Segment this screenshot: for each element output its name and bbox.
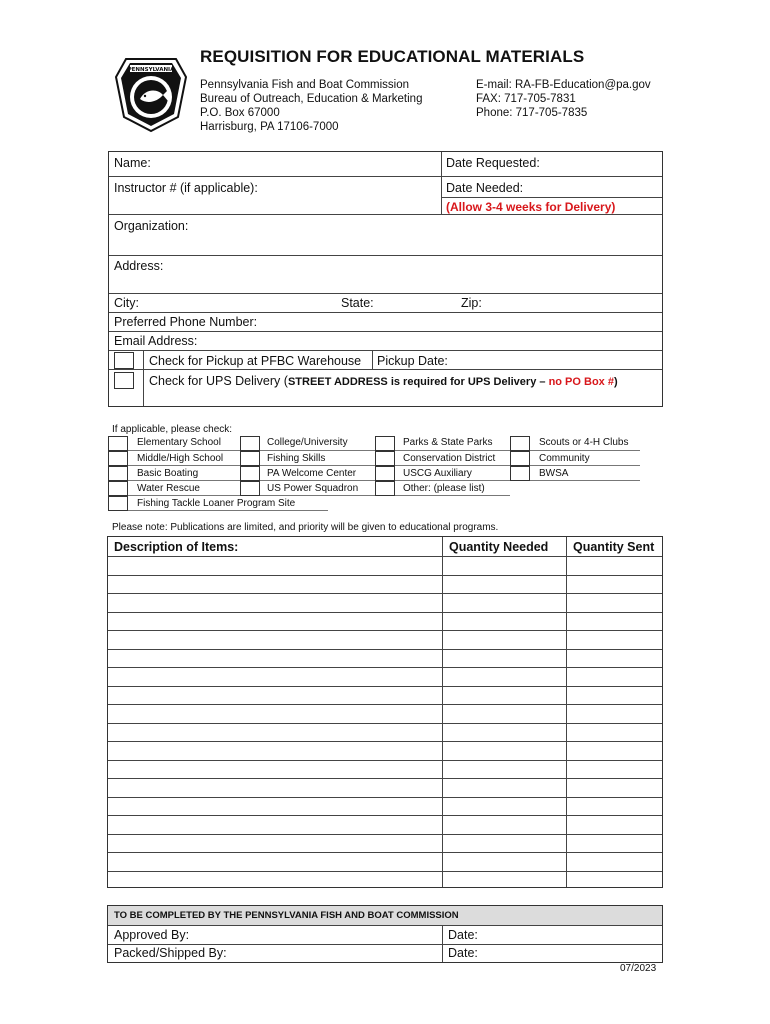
address-line: Harrisburg, PA 17106-7000 bbox=[200, 121, 339, 133]
item-row-divider bbox=[108, 686, 662, 687]
ups-suffix: ) bbox=[613, 376, 618, 388]
pfbc-logo bbox=[112, 55, 190, 133]
email-label: Email Address: bbox=[114, 334, 198, 348]
category-label: Water Rescue bbox=[137, 483, 200, 494]
quantity-needed-column-header: Quantity Needed bbox=[449, 540, 549, 554]
agency-contact bbox=[476, 78, 651, 120]
contact-email: E-mail: RA-FB-Education@pa.gov bbox=[476, 79, 651, 91]
category-label: Other: (please list) bbox=[403, 483, 485, 494]
item-row-divider bbox=[108, 575, 662, 576]
item-row-divider bbox=[108, 760, 662, 761]
item-row-divider bbox=[108, 852, 662, 853]
category-label: Fishing Tackle Loaner Program Site bbox=[137, 498, 296, 509]
category-label: USCG Auxiliary bbox=[403, 468, 472, 479]
category-label: Basic Boating bbox=[137, 468, 199, 479]
requester-form bbox=[108, 151, 663, 407]
category-grid bbox=[108, 436, 663, 512]
phone-label: Preferred Phone Number: bbox=[114, 315, 258, 329]
category-label: Community bbox=[539, 453, 590, 464]
priority-note: Please note: Publications are limited, and priority will be given to educational programs. bbox=[112, 522, 499, 533]
item-row-divider bbox=[108, 741, 662, 742]
category-label: Parks & State Parks bbox=[403, 437, 493, 448]
category-label: Middle/High School bbox=[137, 453, 224, 464]
ups-checkbox[interactable] bbox=[114, 372, 134, 389]
ups-prefix: Check for UPS Delivery ( bbox=[149, 374, 288, 388]
category-checkbox[interactable] bbox=[375, 481, 395, 496]
category-checkbox[interactable] bbox=[510, 451, 530, 466]
category-checkbox[interactable] bbox=[108, 451, 128, 466]
category-label: Conservation District bbox=[403, 453, 496, 464]
item-row-divider bbox=[108, 556, 662, 557]
ups-label bbox=[149, 374, 618, 388]
organization-label: Organization: bbox=[114, 219, 189, 233]
category-checkbox[interactable] bbox=[240, 436, 260, 451]
category-checkbox[interactable] bbox=[108, 436, 128, 451]
category-label: US Power Squadron bbox=[267, 483, 359, 494]
item-row-divider bbox=[108, 667, 662, 668]
pickup-label: Check for Pickup at PFBC Warehouse bbox=[149, 354, 362, 368]
address-line: Bureau of Outreach, Education & Marketing bbox=[200, 93, 423, 105]
contact-fax: FAX: 717-705-7831 bbox=[476, 93, 576, 105]
item-row-divider bbox=[108, 723, 662, 724]
category-label: Elementary School bbox=[137, 437, 221, 448]
approved-date-label: Date: bbox=[448, 928, 478, 942]
item-row-divider bbox=[108, 797, 662, 798]
ups-street-required: STREET ADDRESS is required for UPS Delivery – bbox=[287, 376, 549, 388]
category-checkbox[interactable] bbox=[108, 481, 128, 496]
address-line: P.O. Box 67000 bbox=[200, 107, 280, 119]
item-row-divider bbox=[108, 612, 662, 613]
item-row-divider bbox=[108, 704, 662, 705]
category-checkbox[interactable] bbox=[240, 466, 260, 481]
category-label: Scouts or 4-H Clubs bbox=[539, 437, 629, 448]
name-label: Name: bbox=[114, 156, 151, 170]
commission-use-heading bbox=[108, 906, 662, 926]
category-checkbox[interactable] bbox=[108, 466, 128, 481]
date-requested-label: Date Requested: bbox=[446, 156, 540, 170]
pickup-checkbox[interactable] bbox=[114, 352, 134, 369]
commission-use-heading-text: TO BE COMPLETED BY THE PENNSYLVANIA FISH AND BOAT COMMISSION bbox=[114, 910, 459, 921]
address-label: Address: bbox=[114, 259, 164, 273]
items-table bbox=[107, 536, 663, 888]
approved-by-label: Approved By: bbox=[114, 928, 190, 942]
pickup-date-label: Pickup Date: bbox=[377, 354, 448, 368]
item-row-divider bbox=[108, 778, 662, 779]
item-row-divider bbox=[108, 630, 662, 631]
ups-no-po-box: no PO Box # bbox=[548, 376, 614, 388]
item-row-divider bbox=[108, 649, 662, 650]
instructor-label: Instructor # (if applicable): bbox=[114, 181, 258, 195]
description-column-header: Description of Items: bbox=[114, 540, 239, 554]
category-label: Fishing Skills bbox=[267, 453, 326, 464]
item-row-divider bbox=[108, 834, 662, 835]
svg-text:PENNSYLVANIA: PENNSYLVANIA bbox=[127, 67, 175, 73]
category-checkbox[interactable] bbox=[375, 466, 395, 481]
item-row-divider bbox=[108, 593, 662, 594]
categories-title: If applicable, please check: bbox=[112, 424, 233, 435]
packed-date-label: Date: bbox=[448, 946, 478, 960]
date-needed-label: Date Needed: bbox=[446, 181, 524, 195]
contact-phone: Phone: 717-705-7835 bbox=[476, 107, 588, 119]
form-revision-date: 07/2023 bbox=[620, 963, 657, 974]
page-title: REQUISITION FOR EDUCATIONAL MATERIALS bbox=[200, 47, 585, 66]
category-checkbox[interactable] bbox=[375, 436, 395, 451]
item-row-divider bbox=[108, 871, 662, 872]
category-checkbox[interactable] bbox=[240, 481, 260, 496]
category-label: College/University bbox=[267, 437, 348, 448]
category-checkbox[interactable] bbox=[375, 451, 395, 466]
category-checkbox[interactable] bbox=[108, 496, 128, 511]
commission-use-table bbox=[107, 905, 663, 963]
category-label: BWSA bbox=[539, 468, 569, 479]
item-row-divider bbox=[108, 815, 662, 816]
category-checkbox[interactable] bbox=[510, 466, 530, 481]
city-label: City: bbox=[114, 296, 139, 310]
category-label: PA Welcome Center bbox=[267, 468, 357, 479]
delivery-note: (Allow 3-4 weeks for Delivery) bbox=[446, 200, 616, 214]
zip-label: Zip: bbox=[461, 296, 482, 310]
state-label: State: bbox=[341, 296, 374, 310]
category-checkbox[interactable] bbox=[510, 436, 530, 451]
address-line: Pennsylvania Fish and Boat Commission bbox=[200, 79, 410, 91]
agency-address bbox=[200, 78, 422, 134]
category-checkbox[interactable] bbox=[240, 451, 260, 466]
quantity-sent-column-header: Quantity Sent bbox=[573, 540, 655, 554]
packed-by-label: Packed/Shipped By: bbox=[114, 946, 227, 960]
